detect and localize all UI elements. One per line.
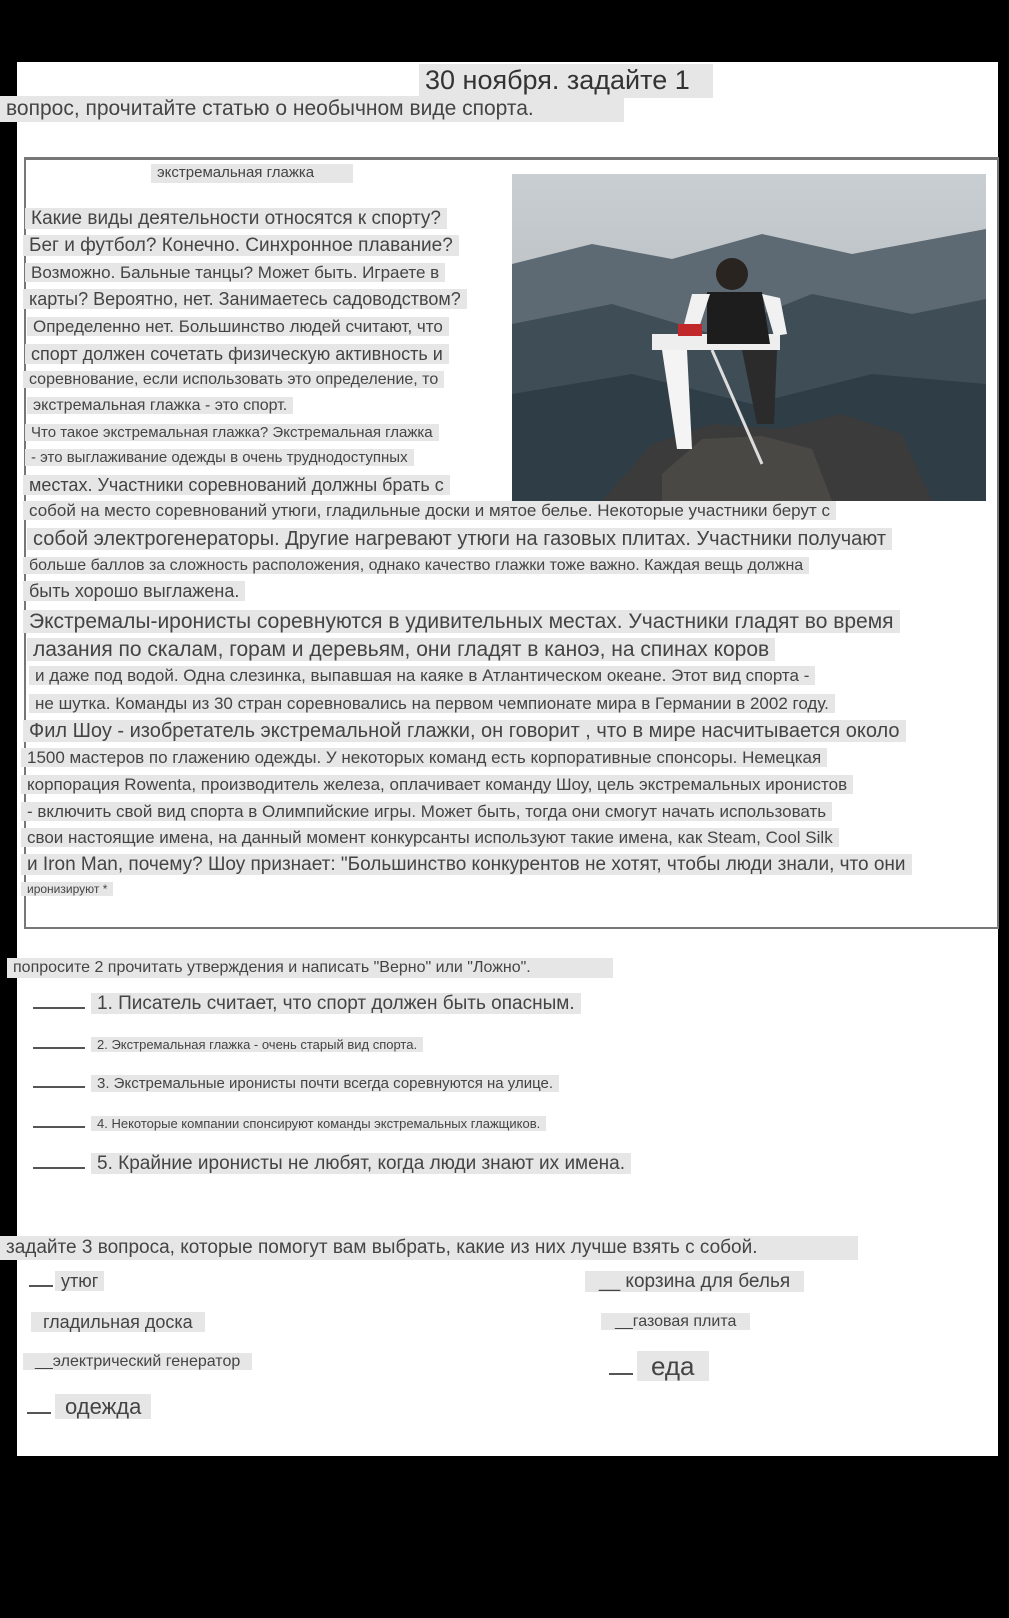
answer-blank[interactable] [33, 1047, 85, 1049]
item-blank[interactable] [27, 1412, 51, 1414]
article-line: 1500 мастеров по глажению одежды. У некоторых команд есть корпоративные спонсоры. Немецкая [21, 748, 827, 767]
statement-row [33, 1074, 559, 1094]
article-line: лазания по скалам, горам и деревьям, они гладят в каноэ, на спинах коров [27, 638, 775, 661]
article-line: иронизируют * [21, 882, 113, 896]
article-line: Что такое экстремальная глажка? Экстремальная глажка [25, 424, 439, 441]
article-line: соревнование, если использовать это определение, то [23, 371, 444, 388]
item-label: одежда [55, 1394, 151, 1419]
task3-instruction: задайте 3 вопроса, которые помогут вам выбрать, какие из них лучше взять с собой. [0, 1236, 858, 1260]
statement-row [33, 992, 581, 1017]
article-line: Экстремалы-иронисты соревнуются в удивительных местах. Участники гладят во время [23, 610, 900, 633]
task2-instruction: попросите 2 прочитать утверждения и написать "Верно" или "Ложно". [7, 958, 613, 978]
item-label: утюг [55, 1271, 104, 1291]
extreme-ironing-photo-image [512, 174, 986, 501]
item-row [31, 1311, 205, 1334]
statement-row [33, 1036, 423, 1054]
item-blank[interactable] [609, 1373, 633, 1375]
answer-blank[interactable] [33, 1167, 85, 1169]
answer-blank[interactable] [33, 1007, 85, 1009]
item-row [27, 1393, 151, 1422]
item-row [23, 1352, 252, 1373]
statement-text: 2. Экстремальная глажка - очень старый вид спорта. [91, 1037, 423, 1052]
article-line: быть хорошо выглажена. [23, 581, 245, 601]
statement-text: 4. Некоторые компании спонсируют команды экстремальных глажщиков. [91, 1116, 546, 1131]
task1-instruction: вопрос, прочитайте статью о необычном виде спорта. [0, 96, 624, 122]
statement-row [33, 1115, 546, 1133]
item-row [601, 1312, 750, 1333]
article-line: Фил Шоу - изобретатель экстремальной глажки, он говорит , что в мире насчитывается около [23, 720, 906, 742]
statement-text: 1. Писатель считает, что спорт должен быть опасным. [91, 993, 581, 1014]
article-line: экстремальная глажка - это спорт. [27, 397, 293, 414]
article-line: и Iron Man, почему? Шоу признает: "Большинство конкурентов не хотят, чтобы люди знали, что они [21, 854, 912, 875]
article-line: местах. Участники соревнований должны брать с [23, 475, 450, 495]
answer-blank[interactable] [33, 1126, 85, 1128]
article-photo [512, 174, 986, 501]
article-line: и даже под водой. Одна слезинка, выпавшая на каяке в Атлантическом океане. Этот вид спорта - [29, 666, 815, 685]
item-row [29, 1270, 104, 1293]
item-label: __ корзина для белья [585, 1271, 804, 1292]
item-label: __газовая плита [601, 1313, 750, 1330]
answer-blank[interactable] [33, 1086, 85, 1088]
article-line: Какие виды деятельности относятся к спорту? [25, 208, 447, 229]
item-label: __электрический генератор [23, 1353, 252, 1370]
article-line: не шутка. Команды из 30 стран соревновались на первом чемпионате мира в Германии в 2002 году. [29, 694, 835, 713]
article-line: спорт должен сочетать физическую активность и [25, 344, 449, 364]
item-row [609, 1350, 709, 1384]
article-line: - включить свой вид спорта в Олимпийские игры. Может быть, тогда они смогут начать использовать [21, 802, 832, 821]
article-line: Бег и футбол? Конечно. Синхронное плавание? [23, 235, 459, 256]
statement-text: 3. Экстремальные иронисты почти всегда соревнуются на улице. [91, 1075, 559, 1092]
statement-row [33, 1152, 631, 1177]
article-line: больше баллов за сложность расположения, однако качество глажки тоже важно. Каждая вещь должна [23, 557, 809, 574]
article-line: Определенно нет. Большинство людей считают, что [27, 317, 449, 336]
article-line: Возможно. Бальные танцы? Может быть. Играете в [25, 263, 445, 282]
article-line: карты? Вероятно, нет. Занимаетесь садоводством? [23, 289, 467, 309]
article-heading: экстремальная глажка [151, 164, 353, 183]
item-blank[interactable] [29, 1285, 53, 1287]
statement-text: 5. Крайние иронисты не любят, когда люди знают их имена. [91, 1153, 631, 1174]
item-label: еда [637, 1351, 709, 1381]
article-line: корпорация Rowenta, производитель железа, оплачивает команду Шоу, цель экстремальных иронистов [21, 775, 853, 794]
article-line: собой на место соревнований утюги, гладильные доски и мятое белье. Некоторые участники берут с [23, 501, 836, 520]
article-line: - это выглаживание одежды в очень труднодоступных [25, 449, 414, 466]
item-label: гладильная доска [31, 1312, 205, 1332]
item-row [585, 1270, 804, 1295]
page-title: 30 ноября. задайте 1 [419, 64, 713, 98]
article-line: свои настоящие имена, на данный момент конкурсанты используют такие имена, как Steam, Cool Silk [21, 828, 839, 847]
article-line: собой электрогенераторы. Другие нагревают утюги на газовых плитах. Участники получают [27, 528, 892, 550]
worksheet-page [6, 62, 998, 1456]
